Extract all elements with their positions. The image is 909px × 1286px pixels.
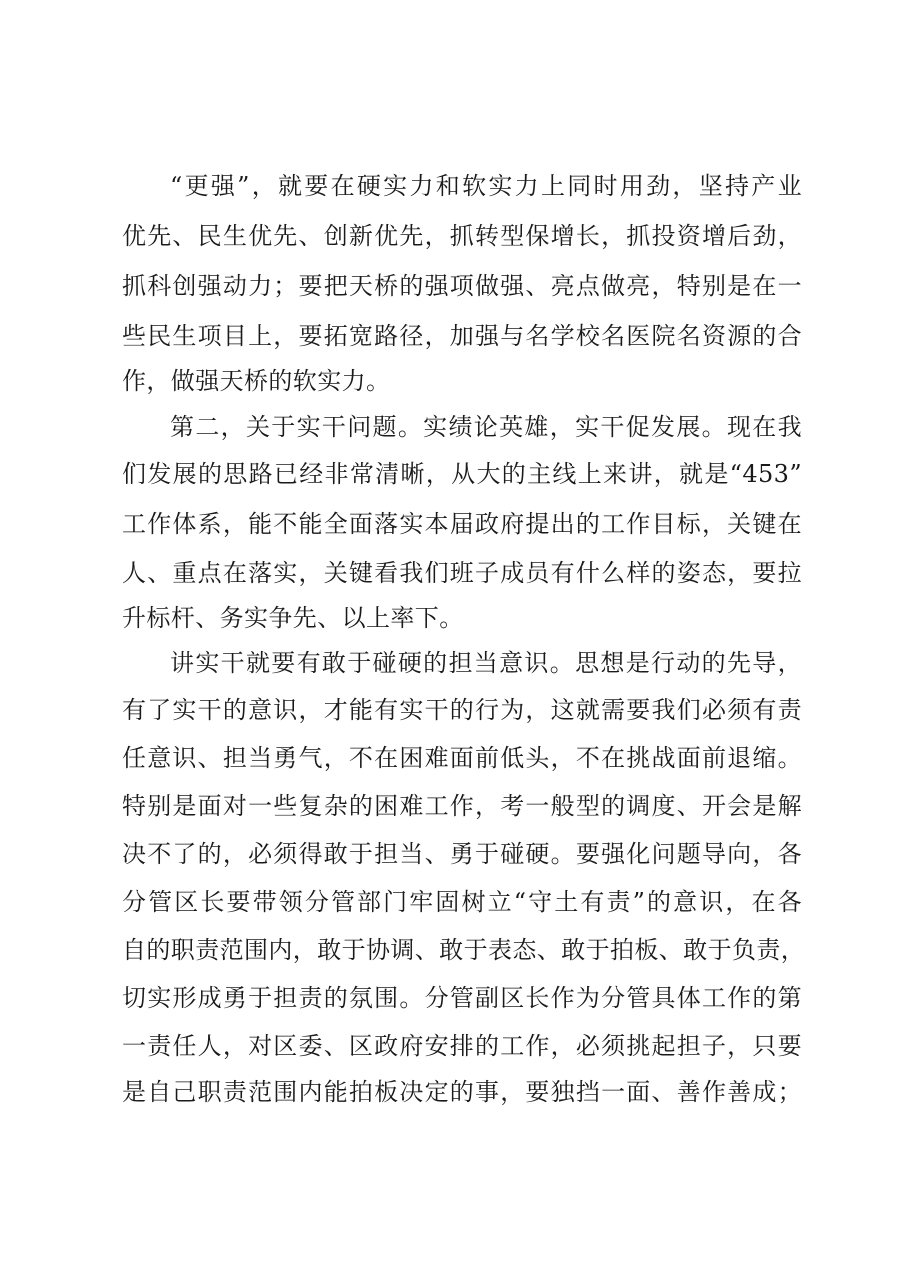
text-line: “更强”，就要在硬实力和软实力上同时用劲，坚持产业 <box>170 172 802 200</box>
text-line: 作，做强天桥的软实力。 <box>122 367 391 395</box>
text-line: 切实形成勇于担责的氛围。分管副区长作为分管具体工作的第 <box>122 984 802 1012</box>
text-line: 人、重点在落实，关键看我们班子成员有什么样的姿态，要拉 <box>122 559 802 587</box>
text-line: 第二，关于实干问题。实绩论英雄，实干促发展。现在我 <box>170 413 802 441</box>
text-line: 特别是面对一些复杂的困难工作，考一般型的调度、开会是解 <box>122 792 802 820</box>
text-line: 一责任人，对区委、区政府安排的工作，必须挑起担子，只要 <box>122 1032 802 1060</box>
text-line: 们发展的思路已经非常清晰，从大的主线上来讲，就是“453” <box>122 460 802 488</box>
text-line: 决不了的，必须得敢于担当、勇于碰硬。要强化问题导向，各 <box>122 840 802 868</box>
text-line: 讲实干就要有敢于碰硬的担当意识。思想是行动的先导， <box>170 649 802 677</box>
text-line: 有了实干的意识，才能有实干的行为，这就需要我们必须有责 <box>122 696 802 724</box>
text-line: 优先、民生优先、创新优先，抓转型保增长，抓投资增后劲， <box>122 222 802 250</box>
text-line: 任意识、担当勇气，不在困难面前低头，不在挑战面前退缩。 <box>122 744 802 772</box>
text-line: 工作体系，能不能全面落实本届政府提出的工作目标，关键在 <box>122 510 802 538</box>
text-line: 抓科创强动力；要把天桥的强项做强、亮点做亮，特别是在一 <box>122 272 802 300</box>
text-line: 些民生项目上，要拓宽路径，加强与名学校名医院名资源的合 <box>122 322 802 350</box>
text-line: 自的职责范围内，敢于协调、敢于表态、敢于拍板、敢于负责， <box>122 936 806 964</box>
text-line: 升标杆、务实争先、以上率下。 <box>122 604 464 632</box>
text-line: 是自己职责范围内能拍板决定的事，要独挡一面、善作善成； <box>122 1078 802 1106</box>
text-line: 分管区长要带领分管部门牢固树立“守土有责”的意识，在各 <box>122 888 802 916</box>
